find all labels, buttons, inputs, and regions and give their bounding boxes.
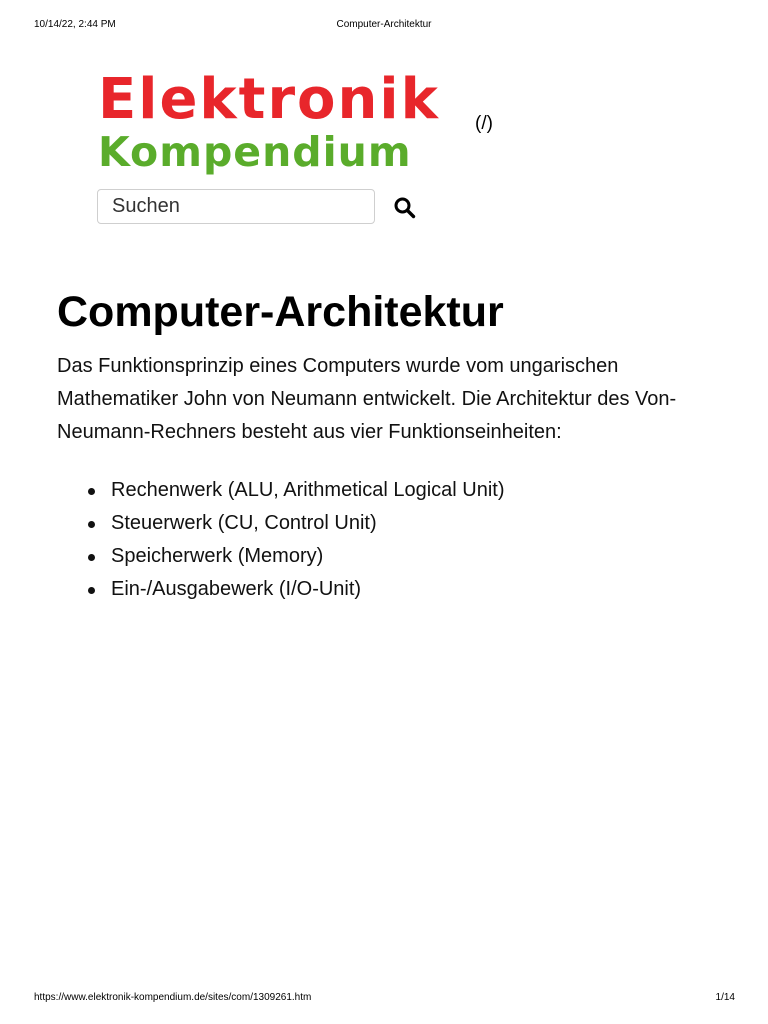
logo-link-target: (/) bbox=[475, 113, 493, 134]
logo-word-elektronik: Elektronik bbox=[98, 67, 440, 132]
page-number: 1/14 bbox=[715, 992, 735, 1003]
print-document-title: Computer-Architektur bbox=[336, 19, 432, 30]
functional-units-list bbox=[57, 474, 505, 606]
search-button[interactable] bbox=[392, 195, 418, 221]
search-icon bbox=[392, 195, 418, 221]
search-input[interactable] bbox=[97, 189, 375, 224]
list-item: Ein-/Ausgabewerk (I/O-Unit) bbox=[57, 573, 505, 606]
logo-word-kompendium: Kompendium bbox=[98, 128, 412, 176]
page-title: Computer-Architektur bbox=[57, 288, 504, 336]
intro-paragraph: Das Funktionsprinzip eines Computers wurde vom ungarischen Mathematiker John von Neumann entwickelt. Die Architektur des Von-Neumann-Rechners besteht aus vier Funktionseinheiten: bbox=[57, 355, 677, 443]
list-item: Steuerwerk (CU, Control Unit) bbox=[57, 507, 505, 540]
site-logo-link[interactable] bbox=[98, 67, 440, 176]
list-item: Speicherwerk (Memory) bbox=[57, 540, 505, 573]
list-item: Rechenwerk (ALU, Arithmetical Logical Unit) bbox=[57, 474, 505, 507]
print-date: 10/14/22, 2:44 PM bbox=[34, 19, 116, 30]
site-logo bbox=[98, 67, 440, 176]
print-url: https://www.elektronik-kompendium.de/sites/com/1309261.htm bbox=[34, 992, 312, 1003]
print-header bbox=[0, 0, 768, 36]
